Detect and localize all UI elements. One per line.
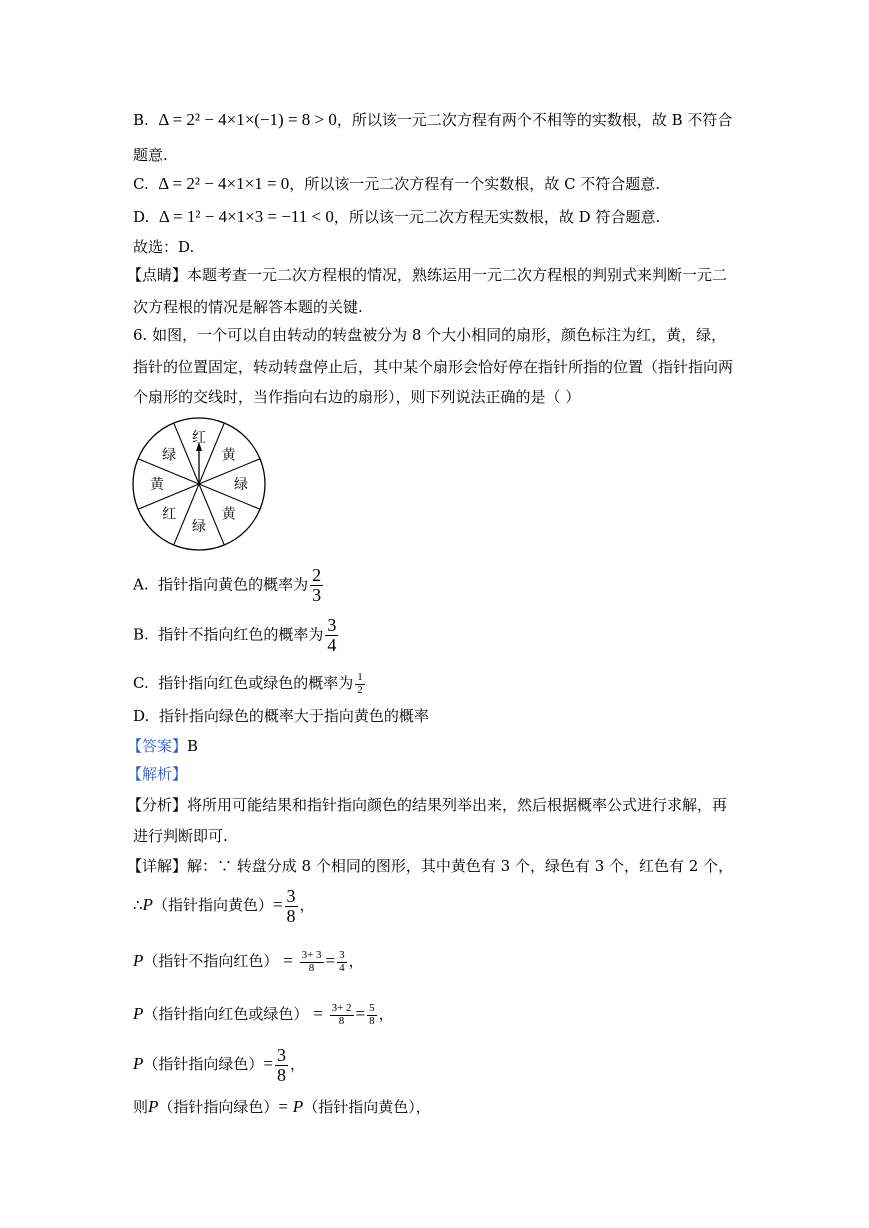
eq3-fraction2 — [367, 1003, 377, 1027]
eq1-therefore: ∴ — [133, 896, 143, 914]
wheel-sector-label: 黄 — [150, 477, 164, 493]
opt-c-fraction — [355, 672, 365, 696]
answer-tag: 【答案】 — [127, 737, 188, 755]
q6-line3: 个扇形的交线时，当作指向右边的扇形），则下列说法正确的是（ ） — [133, 388, 581, 406]
eq2-equals1: = — [283, 951, 293, 970]
eq4-fraction — [275, 1046, 288, 1085]
eq4-end: ， — [290, 1055, 306, 1073]
option-c-math: Δ = 2² − 4×1×1 = 0 — [158, 174, 290, 193]
analysis-sub-tag: 【分析】 — [127, 796, 188, 814]
wheel-sector-label: 红 — [192, 430, 206, 446]
eq5-text2: （指针指向黄色）， — [303, 1098, 431, 1116]
eq1-text: （指针指向黄色） — [152, 896, 273, 914]
option-b-math: Δ = 2² − 4×1×(−1) = 8 > 0 — [158, 110, 337, 129]
eq3-equals2: = — [355, 1004, 366, 1023]
comment-text1: 本题考查一元二次方程根的情况，熟练运用一元二次方程根的判别式来判断一元二 — [187, 266, 728, 284]
eq5-text1: （指针指向绿色） — [158, 1098, 279, 1116]
comment-line2: 次方程根的情况是解答本题的关键. — [133, 298, 363, 316]
opt-b-line — [133, 616, 340, 655]
analysis-text1: 将所用可能结果和指针指向颜色的结果列举出来，然后根据概率公式进行求解，再 — [187, 796, 728, 814]
eq5-p2: P — [292, 1097, 304, 1116]
opt-d-label: D. — [133, 707, 150, 725]
option-d-text: ，所以该一元二次方程无实数根，故 D 符合题意. — [333, 208, 661, 226]
eq4-text: （指针指向绿色） — [143, 1055, 264, 1073]
q6-line2: 指针的位置固定，转动转盘停止后，其中某个扇形会恰好停在指针所指的位置（指针指向两 — [133, 358, 734, 376]
opt-c-num: 1 — [357, 670, 363, 683]
spinner-wheel-diagram — [131, 416, 267, 552]
eq3-fraction1 — [330, 1003, 354, 1027]
eq2-end: ， — [348, 952, 364, 970]
eq3-num1: 3+ 2 — [331, 1001, 352, 1014]
opt-c-line — [133, 668, 367, 698]
eq1-num: 3 — [286, 885, 296, 906]
eq2-line — [133, 941, 364, 981]
wheel-sector-label: 绿 — [192, 519, 206, 535]
eq1-line — [133, 885, 315, 925]
eq4-num: 3 — [277, 1044, 286, 1065]
option-d-line — [133, 207, 660, 227]
eq3-num2: 5 — [369, 1001, 375, 1014]
opt-a-text: 指针指向黄色的概率为 — [158, 575, 309, 594]
detail-line1 — [127, 856, 733, 876]
wheel-sector-label: 红 — [162, 506, 177, 523]
option-c-label: C. — [133, 175, 149, 193]
option-b-label: B. — [133, 111, 149, 129]
eq3-line — [133, 994, 394, 1034]
eq1-p: P — [142, 895, 153, 914]
choose-line: 故选：D. — [133, 238, 195, 256]
opt-a-line — [133, 566, 325, 605]
opt-b-fraction — [325, 616, 338, 655]
detail-tag: 【详解】 — [127, 857, 188, 875]
eq4-den: 8 — [277, 1064, 286, 1085]
eq3-p: P — [133, 1004, 144, 1023]
eq4-line — [133, 1044, 305, 1084]
option-d-label: D. — [133, 208, 150, 226]
eq5-prefix: 则 — [133, 1098, 149, 1116]
eq1-fraction — [285, 887, 298, 926]
opt-c-text: 指针指向红色或绿色的概率为 — [158, 674, 354, 692]
eq2-fraction1 — [300, 950, 324, 974]
option-b-cont: 题意. — [133, 146, 168, 164]
wheel-sector-label: 绿 — [234, 477, 248, 493]
q6-line1: 6. 如图，一个可以自由转动的转盘被分为 8 个大小相同的扇形，颜色标注为红，黄，绿， — [133, 326, 727, 344]
option-c-text: ，所以该一元二次方程有一个实数根，故 C 不符合题意. — [289, 175, 661, 193]
eq2-den1: 8 — [308, 961, 315, 974]
detail-text1: 解：∵ 转盘分成 8 个相同的图形，其中黄色有 3 个，绿色有 3 个，红色有 2 个， — [187, 857, 734, 875]
opt-c-den: 2 — [357, 683, 363, 696]
answer-line — [127, 736, 198, 756]
eq5-p1: P — [148, 1097, 159, 1116]
opt-b-label: B. — [133, 625, 149, 644]
eq2-fraction2 — [337, 950, 347, 974]
comment-tag: 【点睛】 — [127, 266, 188, 284]
option-c-line — [133, 174, 660, 194]
eq5-equals: = — [278, 1097, 289, 1116]
analysis-line1 — [127, 795, 727, 815]
opt-b-den: 4 — [327, 634, 337, 655]
eq1-equals: = — [272, 895, 283, 914]
opt-d-text: 指针指向绿色的概率大于指向黄色的概率 — [158, 707, 429, 725]
eq5-line — [133, 1097, 431, 1117]
opt-c-label: C. — [133, 674, 149, 692]
analysis-line2: 进行判断即可. — [133, 827, 228, 845]
option-b-text: ，所以该一元二次方程有两个不相等的实数根，故 B 不符合 — [336, 111, 733, 129]
comment-line1 — [127, 265, 727, 285]
eq2-num1: 3+ 3 — [301, 948, 322, 961]
wheel-sector-label: 黄 — [221, 506, 236, 523]
opt-a-num: 2 — [312, 565, 322, 585]
eq3-equals1: = — [313, 1004, 323, 1023]
analysis-tag: 【解析】 — [127, 765, 188, 783]
eq2-text: （指针不指向红色） — [143, 952, 279, 970]
eq2-p: P — [133, 951, 144, 970]
opt-a-fraction — [310, 566, 323, 605]
eq3-end: ， — [378, 1005, 394, 1023]
wheel-sector-label: 黄 — [221, 447, 236, 464]
opt-d-line — [133, 706, 429, 726]
eq3-text: （指针指向红色或绿色） — [143, 1005, 309, 1023]
eq2-num2: 3 — [339, 948, 345, 961]
option-d-math: Δ = 1² − 4×1×3 = −11 < 0 — [158, 207, 334, 226]
analysis-heading — [127, 764, 187, 784]
eq1-end: ， — [299, 896, 315, 914]
eq3-den2: 8 — [369, 1014, 375, 1027]
opt-b-num: 3 — [327, 615, 337, 635]
opt-b-text: 指针不指向红色的概率为 — [158, 625, 324, 644]
eq2-equals2: = — [325, 951, 336, 970]
eq1-den: 8 — [286, 905, 296, 926]
wheel-sector-label: 绿 — [162, 447, 177, 464]
eq4-p: P — [133, 1054, 144, 1073]
answer-value: B — [187, 737, 199, 755]
eq2-den2: 4 — [339, 961, 345, 974]
eq4-equals: = — [263, 1054, 273, 1073]
option-b-line — [133, 110, 732, 130]
opt-a-den: 3 — [312, 584, 322, 605]
eq3-den1: 8 — [338, 1014, 345, 1027]
opt-a-label: A. — [133, 575, 149, 594]
